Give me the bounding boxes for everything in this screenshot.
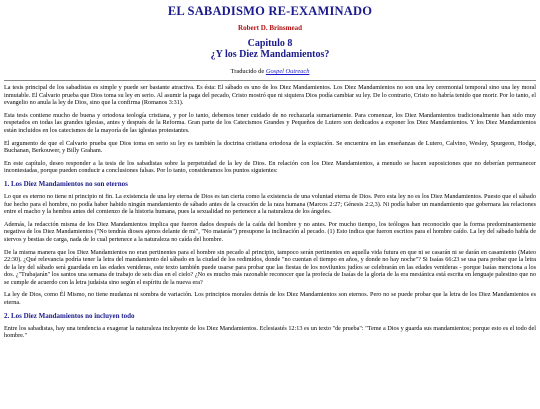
paragraph-2: Esta tesis contiene mucho de buena y ortodoxa teología cristiana, y por lo tanto, debemos tener cuidado de no rechazarla sumariamente. Para comenzar, los Diez Mandamientos tradicionalmente han sido muy respetados en todas las grandes iglesias, antes y después de la Reforma. Gran parte de los Catecismos Grandes y Pequeños de Lutero son dedicados a exponer los Diez Mandamientos. Y los Diez Mandamientos están incluidos en los catecismos de la mayoría de las iglesias protestantes. bbox=[4, 111, 536, 134]
paragraph-3: El argumento de que el Calvario prueba que Dios toma en serio su ley es también la doctrina cristiana ortodoxa de la expiación. Se encuentra en las enseñanzas de Lutero, Calvino, Wesley, Spurgeon, Hodge, Buchanan, Berkouwer, y Billy Graham. bbox=[4, 139, 536, 155]
chapter-heading bbox=[4, 38, 536, 60]
paragraph-5: Lo que es eterno no tiene ni principio ni fin. La existencia de una ley eterna de Dios es tan cierta como la existencia de una voluntad eterna de Dios. Pero esta ley no es los Diez Mandamientos. Puesto que el sábado fue hecho para el hombre, no podía haber habido ningún mandamiento de sábado antes de la creación de la raza humana (Marcos 2:27; Génesis 2:2,3). Ni podía haber un mandamiento que gobernara las relaciones entre el macho y la hembra antes del comienzo de la historia humana, pues la sexualidad no pertenece a la naturaleza de los ángeles. bbox=[4, 192, 536, 216]
page-title: EL SABADISMO RE-EXAMINADO bbox=[167, 4, 373, 18]
chapter-number: Capitulo 8 bbox=[247, 38, 293, 49]
paragraph-1: La tesis principal de los sabadistas es simple y puede ser bastante atractiva. Es ésta: El sábado es uno de los Diez Mandamientos. Los Diez Mandamientos no son una ley ceremonial temporal sino una ley moral inmutable. El Calvario prueba que Dios toma su ley en serio. Al asumir la paga del pecado, Cristo mostró que ni siquiera Dios podía cambiar su ley. De lo contrario, Cristo no habría tenido que morir. Por lo tanto, el evangelio no anula la ley de Dios, sino que la confirma (Romanos 3:31). bbox=[4, 84, 536, 107]
paragraph-8: La ley de Dios, como Él Mismo, no tiene mudanza ni sombra de variación. Los principios morales detrás de los Diez Mandamientos son eternos. Pero no se puede probar que la letra de los Diez Mandamientos es eterna. bbox=[4, 291, 536, 307]
translation-label: Traducido de bbox=[230, 68, 265, 75]
section-heading-1: 1. Los Diez Mandamientos no son eternos bbox=[4, 179, 128, 188]
paragraph-9: Entre los sabadistas, hay una tendencia a exagerar la naturaleza incluyente de los Diez Mandamientos. Eclesiastés 12:13 es un texto "de prueba": "Teme a Dios y guarda sus mandamientos; porque esto es el todo del hombre." bbox=[4, 324, 536, 340]
section-heading-2: 2. Los Diez Mandamientos no incluyen todo bbox=[4, 311, 135, 320]
author-name: Robert D. Brinsmead bbox=[238, 24, 302, 32]
translation-credit bbox=[4, 68, 536, 75]
article-page bbox=[0, 4, 540, 340]
divider bbox=[4, 80, 536, 81]
paragraph-7: De la misma manera que los Diez Mandamientos no eran pertinentes para el hombre sin pecado al principio, tampoco serán pertinentes en aquella vida futura en que ni se casarán ni se darán en casamiento (Mateo 22:30). ¿Qué relevancia podría tener la letra del mandamiento del sábado en la ciudad de los redimidos, donde "no cuentan el tiempo en años, y donde no hay noche"? Si Isaías 66:23 se usa para probar que la letra de la ley del sábado será guardada en las edades venideras, este texto también puede usarse para probar que las fiestas de los novilunios judíos se celebrarán en las edades venideras - porque Isaías menciona a los dos. ¿"Trabajarán" los santos una semana de trabajo de seis días en el cielo? ¿No es mucho más razonable reconocer que la profecía de Isaías de la gloria de la era mesiánica está escrita en lenguaje palestino que no se cumple de acuerdo con la letra judaísta sino según el espíritu de la nueva era? bbox=[4, 248, 536, 286]
gospel-outreach-link[interactable]: Gospel Outreach bbox=[265, 68, 310, 75]
chapter-title: ¿Y los Diez Mandamientos? bbox=[210, 49, 330, 60]
paragraph-4: En este capítulo, deseo responder a la tesis de los sabadistas sobre la perpetuidad de la ley de Dios. En relación con los Diez Mandamientos, a menudo se hacen suposiciones que no deberían permanecer incontestadas, porque pueden conducir a conclusiones falsas. Por lo tanto, consideramos los puntos siguientes: bbox=[4, 159, 536, 175]
paragraph-6: Además, la redacción misma de los Diez Mandamientos implica que fueron dados después de la caída del hombre y no antes. Por mucho tiempo, los teólogos han reconocido que la forma predominantemente negativa de los Diez Mandamientos ("No tendrás dioses ajenos delante de mí", "No matarás") presupone la inclinación al pecado. (1) Esto indica que fueron escritos para el hombre caído. La ley del sábado habla de siervos y bestias de carga, nada de lo cual pertenece a la naturaleza no caída del hombre. bbox=[4, 220, 536, 243]
